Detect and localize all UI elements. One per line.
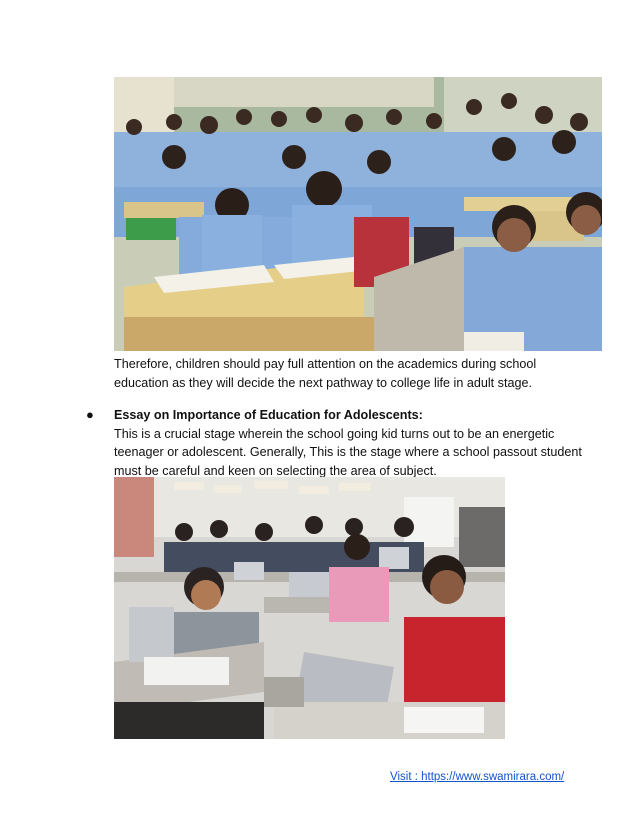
bullet-content [114, 406, 584, 480]
intro-paragraph: Therefore, children should pay full attention on the academics during school education as they will decide the next pathway to college life in adult stage. [114, 357, 537, 390]
bullet-body: This is a crucial stage wherein the school going kid turns out to be an energetic teenager or adolescent. Generally, This is the stage where a school passout student must be careful and keen on selecting the area of subject. [114, 426, 582, 478]
footer-visit-link[interactable]: Visit : https://www.swamirara.com/ [390, 771, 565, 783]
classroom-photo-laptops [114, 477, 505, 739]
bullet-marker: ● [86, 407, 94, 422]
bullet-heading: Essay on Importance of Education for Adolescents: [114, 408, 423, 422]
classroom-photo-blue-uniforms [114, 77, 602, 351]
